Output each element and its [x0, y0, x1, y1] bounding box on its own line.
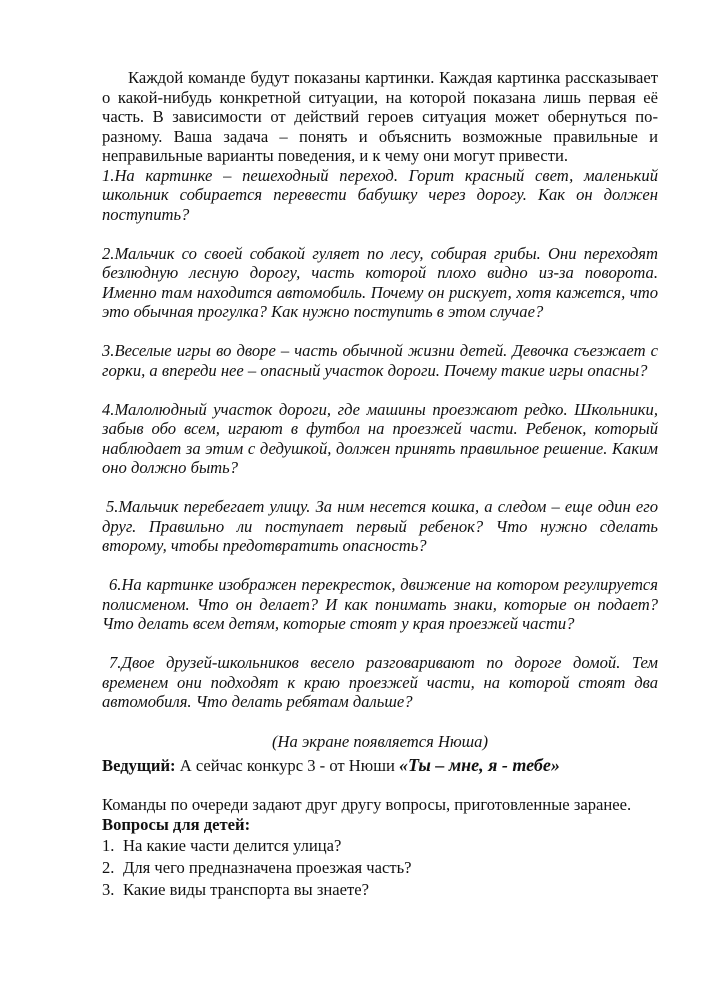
- question-text: На какие части делится улица?: [123, 836, 342, 855]
- question-item: [102, 835, 658, 857]
- instructions-text: Команды по очереди задают друг другу вопросы, приготовленные заранее.: [102, 795, 632, 814]
- situation-1: 1.На картинке – пешеходный переход. Горит красный свет, маленький школьник собирается перевести бабушку через дорогу. Как он должен поступить?: [102, 165, 658, 224]
- spacer: [102, 634, 658, 654]
- situation-2: 2.Мальчик со своей собакой гуляет по лесу, собирая грибы. Они переходят безлюдную лесную дорогу, часть которой плохо видно из-за поворота. Именно там находится автомобиль. Почему он рискует, хотя кажется, что это обычная прогулка? Как нужно поступить в этом случае?: [102, 243, 658, 321]
- spacer: [102, 712, 658, 732]
- questions-heading: Вопросы для детей:: [102, 815, 251, 834]
- situation-4: 4.Малолюдный участок дороги, где машины проезжают редко. Школьники, забыв обо всем, играют в футбол на проезжей части. Ребенок, который наблюдает за этим с дедушкой, должен принять правильное решение. Каким оно должно быть?: [102, 399, 658, 477]
- document-page: [102, 68, 658, 901]
- questions-list: [102, 835, 658, 901]
- question-number: 3.: [102, 880, 115, 899]
- situation-3: 3.Веселые игры во дворе – часть обычной жизни детей. Девочка съезжает с горки, а впереди нее – опасный участок дороги. Почему такие игры опасны?: [102, 341, 658, 380]
- stage-direction: (На экране появляется Нюша): [271, 732, 488, 751]
- spacer: [102, 224, 658, 244]
- situation-5: 5.Мальчик перебегает улицу. За ним несется кошка, а следом – еще один его друг. Правильно ли поступает первый ребенок? Что нужно сделать второму, чтобы предотвратить опасность?: [102, 497, 658, 555]
- question-number: 1.: [102, 836, 115, 855]
- situation-7: 7.Двое друзей-школьников весело разговаривают по дороге домой. Тем временем они подходят к краю проезжей части, на которой стоят два автомобиля. Что делать ребятам дальше?: [102, 653, 658, 711]
- question-item: [102, 857, 658, 879]
- situation-6: 6.На картинке изображен перекресток, движение на котором регулируется полисменом. Что он делает? И как понимать знаки, которые он подает? Что делать всем детям, которые стоят у края проезжей части?: [102, 575, 658, 633]
- contest-title: «Ты – мне, я - тебе»: [399, 755, 560, 775]
- question-number: 2.: [102, 858, 115, 877]
- question-text: Для чего предназначена проезжая часть?: [123, 858, 412, 877]
- question-text: Какие виды транспорта вы знаете?: [123, 880, 369, 899]
- host-speaker-label: Ведущий:: [102, 756, 176, 775]
- spacer: [102, 478, 658, 498]
- spacer: [102, 556, 658, 576]
- spacer: [102, 322, 658, 342]
- spacer: [102, 380, 658, 400]
- host-text: А сейчас конкурс 3 - от Нюши: [175, 756, 399, 775]
- host-line: [102, 753, 658, 778]
- intro-paragraph: Каждой команде будут показаны картинки. Каждая картинка рассказывает о какой-нибудь конкретной ситуации, на которой показана лишь первая её часть. В зависимости от действий героев ситуация может обернуться по-разному. Ваша задача – понять и объяснить возможные правильные и неправильные варианты поведения, и к чему они могут привести.: [102, 68, 658, 165]
- question-item: [102, 879, 658, 901]
- spacer: [102, 778, 658, 795]
